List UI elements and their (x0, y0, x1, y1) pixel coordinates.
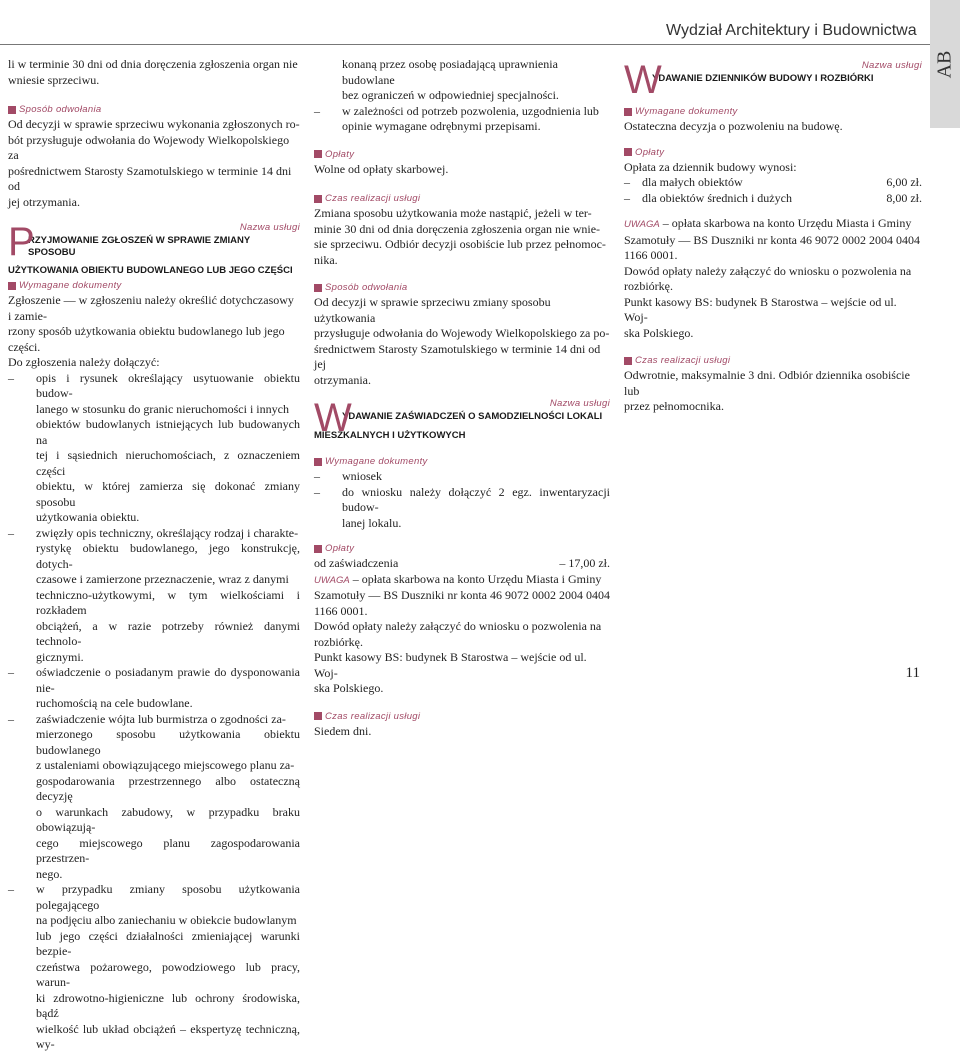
section-label-text: Opłaty (635, 146, 665, 158)
title-initial: P (8, 220, 35, 264)
text-line: czasowe i zamierzone przeznaczenie, wraz z danymi (36, 572, 289, 586)
text-line: wniosek (342, 469, 382, 483)
text-line: minie 30 dni od dnia doręczenia zgłoszenia organ nie wnie- (314, 221, 601, 236)
col1-wymagane-text (8, 293, 300, 371)
fee-row (624, 191, 922, 207)
section-marker (624, 357, 632, 365)
text-line: pośrednictwem Starosty Szamotulskiego w terminie 14 dni od (8, 163, 292, 193)
col1-bullet-list (8, 371, 300, 1053)
service-title (314, 411, 610, 423)
list-item (8, 526, 300, 666)
text-line: tej i sąsiednich nieruchomościach, z oznaczeniem części (36, 448, 300, 478)
section-label-oplaty (314, 147, 610, 162)
text-line: lanej lokalu. (342, 515, 402, 530)
fee-row (624, 175, 922, 191)
section-marker (8, 106, 16, 114)
text-line: 1166 0001. (624, 248, 678, 262)
wymagane-text: Ostateczna decyzja o pozwoleniu na budowę. (624, 119, 843, 133)
column-1 (8, 57, 300, 1053)
list-item (8, 882, 300, 1053)
section-label-sposob (8, 102, 300, 117)
oplaty-intro: Opłata za dziennik budowy wynosi: (624, 159, 797, 174)
section-label-text: Czas realizacji usługi (325, 193, 421, 204)
service-header (314, 398, 610, 444)
section-marker (8, 282, 16, 290)
text-line: 1166 0001. (314, 603, 368, 618)
service-header (8, 220, 300, 276)
section-label-oplaty (314, 541, 610, 556)
text-line: rzony sposób użytkowania obiektu budowlanego lub jego części. (8, 324, 285, 354)
text-line: obciążeń, a w razie potrzeby również danymi technolo- (36, 618, 300, 648)
col2-sposob-text (314, 295, 610, 388)
text-line: wielkość lub układ obciążeń – ekspertyzę techniczną, wy- (36, 1021, 300, 1051)
section-marker (624, 108, 632, 116)
text-line: obiektów budowlanych istniejących lub budowanych na (36, 417, 300, 447)
text-line: mierzonego sposobu użytkowania obiektu budowlanego (36, 727, 300, 757)
section-marker (314, 545, 322, 553)
title-initial: W (314, 396, 352, 440)
section-label-text: Sposób odwołania (325, 282, 408, 293)
title-line: UŻYTKOWANIA OBIEKTU BUDOWLANEGO LUB JEGO CZĘŚCI (8, 265, 293, 276)
text-line: nego. (36, 866, 63, 881)
title-line: YDAWANIE DZIENNIKÓW BUDOWY I ROZBIÓRKI (652, 73, 874, 84)
text-line: konaną przez osobę posiadającą uprawnienia budowlane (342, 57, 558, 87)
text-line: lanego w stosunku do granic nieruchomości i innych (36, 401, 289, 416)
text-line: rystykę obiektu budowlanego, jego konstrukcję, dotych- (36, 541, 300, 571)
section-marker (314, 284, 322, 292)
fee-list (624, 175, 922, 206)
text-line: czeństwa pożarowego, powodziowego lub pracy, warun- (36, 959, 300, 989)
text-line: jej otrzymania. (8, 194, 80, 209)
section-label-wymagane (624, 104, 922, 119)
text-line: Szamotuły — BS Duszniki nr konta 46 9072 0002 2004 0404 (314, 588, 610, 602)
text-line: Do zgłoszenia należy dołączyć: (8, 355, 160, 369)
text-line: na podjęciu albo zaniechaniu w obiekcie budowlanym (36, 913, 297, 927)
section-marker (314, 150, 322, 158)
title-line: YDAWANIE ZAŚWIADCZEŃ O SAMODZIELNOŚCI LOKALI (342, 411, 603, 422)
section-label-text: Sposób odwołania (19, 104, 102, 115)
section-label-czas (314, 191, 610, 206)
fee-label: od zaświadczenia (314, 556, 399, 570)
text-line: sie sprzeciwu. Odbiór decyzji osobiście lub przez pełnomoc- (314, 237, 606, 251)
section-label-text: Czas realizacji usługi (635, 355, 731, 366)
service-title (8, 235, 300, 259)
text-line: lub jego części działalności zmieniającej warunki bezpie- (36, 928, 300, 958)
section-label-text: Wymagane dokumenty (19, 280, 122, 291)
section-tab (930, 0, 960, 128)
section-label-text: Opłaty (325, 148, 355, 160)
text-line: Szamotuły — BS Duszniki nr konta 46 9072 0002 2004 0404 (624, 232, 920, 247)
section-label-wymagane (8, 278, 300, 293)
text-line: nika. (314, 252, 338, 267)
text-line: z ustaleniami obowiązującego miejscowego planu za- (36, 758, 295, 772)
title-line: RZYJMOWANIE ZGŁOSZEŃ W SPRAWIE ZMIANY SPOSOBU (28, 235, 251, 258)
text-line: w zależności od potrzeb pozwolenia, uzgodnienia lub (342, 103, 599, 118)
text-line: gicznymi. (36, 649, 84, 664)
text-line: – opłata skarbowa na konto Urzędu Miasta i Gminy (659, 216, 912, 230)
section-label-text: Opłaty (325, 543, 355, 554)
text-line: li w terminie 30 dni od dnia doręczenia zgłoszenia organ nie (8, 57, 298, 71)
text-line: bez ograniczeń w odpowiedniej specjalności. (342, 88, 559, 102)
header-divider (0, 44, 930, 45)
list-item (314, 104, 610, 135)
col2-uwaga (314, 572, 610, 697)
fee-row (314, 556, 610, 572)
col3-czas-text (624, 368, 922, 415)
col2-cont-bullet (314, 104, 610, 135)
section-label-text: Wymagane dokumenty (325, 456, 428, 467)
nazwa-uslugi-label: Nazwa usługi (861, 60, 922, 71)
text-line: wniesie sprzeciwu. (8, 72, 100, 87)
text-line: Od decyzji w sprawie sprzeciwu wykonania zgłoszonych ro- (8, 117, 300, 131)
section-marker (314, 195, 322, 203)
text-line: średnictwem Starosty Szamotulskiego w terminie 14 dni od jej (314, 341, 601, 371)
fee-value: – 17,00 zł. (559, 556, 610, 570)
text-line: techniczno-użytkowymi, w tym wielkościami i rozkładem (36, 587, 300, 617)
list-item (314, 469, 610, 485)
text-line: – opłata skarbowa na konto Urzędu Miasta i Gminy (349, 571, 602, 586)
section-label-czas (624, 353, 922, 368)
col3-uwaga (624, 216, 922, 341)
service-title (624, 73, 922, 85)
text-line: ska Polskiego. (314, 681, 384, 695)
list-item (8, 665, 300, 712)
title-line: MIESZKALNYCH I UŻYTKOWYCH (314, 430, 466, 441)
fee-value: 6,00 zł. (886, 175, 922, 189)
text-line: do wniosku należy dołączyć 2 egz. inwentaryzacji budow- (342, 484, 610, 514)
text-line: Punkt kasowy BS: budynek B Starostwa – wejście od ul. Woj- (314, 650, 587, 680)
section-label-text: Czas realizacji usługi (325, 710, 421, 722)
uwaga-label: UWAGA (314, 574, 350, 586)
text-line: oświadczenie o posiadanym prawie do dysponowania nie- (36, 665, 300, 695)
col1-sposob-text (8, 117, 300, 210)
list-item (8, 712, 300, 883)
section-label-oplaty (624, 145, 922, 160)
text-line: Zmiana sposobu użytkowania może nastąpić, jeżeli w ter- (314, 206, 592, 220)
uwaga-label: UWAGA (624, 219, 660, 230)
section-marker (624, 148, 632, 156)
fee-value: 8,00 zł. (886, 190, 922, 205)
text-line: Od decyzji w sprawie sprzeciwu zmiany sposobu użytkowania (314, 295, 551, 325)
col2-wymagane-list (314, 469, 610, 531)
nazwa-uslugi-label: Nazwa usługi (549, 398, 610, 409)
col2-czas-text (314, 206, 610, 268)
text-line: opis i rysunek określający usytuowanie obiektu budow- (36, 370, 300, 400)
fee-label-wrap: – dla obiektów średnich i dużych (624, 190, 792, 205)
fee-label-wrap: – dla małych obiektów (624, 175, 743, 189)
text-line: Odwrotnie, maksymalnie 3 dni. Odbiór dziennika osobiście lub (624, 368, 910, 398)
czas-text: Siedem dni. (314, 723, 372, 738)
text-line: otrzymania. (314, 372, 371, 387)
section-tab-label: AB (933, 50, 956, 78)
text-line: zaświadczenie wójta lub burmistrza o zgodności za- (36, 711, 286, 726)
text-line: gospodarowania przestrzennego albo ostateczną decyzję (36, 773, 300, 803)
text-line: w przypadku zmiany sposobu użytkowania polegającego (36, 882, 300, 912)
list-item (314, 485, 610, 532)
section-label-czas (314, 709, 610, 724)
text-line: cego miejscowego planu zagospodarowania przestrzen- (36, 835, 300, 865)
text-line: użytkowania obiektu. (36, 510, 140, 524)
section-label-sposob (314, 280, 610, 295)
section-label-wymagane (314, 454, 610, 469)
section-marker (314, 458, 322, 466)
text-line: bót przysługuje odwołania do Wojewody Wielkopolskiego za (8, 132, 290, 162)
nazwa-uslugi-label: Nazwa usługi (239, 222, 300, 233)
col1-intro (8, 57, 300, 88)
text-line: o warunkach zabudowy, w przypadku braku obowiązują- (36, 804, 300, 834)
text-line: Punkt kasowy BS: budynek B Starostwa – wejście od ul. Woj- (624, 294, 897, 324)
text-line: rozbiórkę. (314, 634, 363, 649)
column-2 (314, 57, 610, 739)
fee-label: dla małych obiektów (642, 175, 743, 189)
section-marker (314, 712, 322, 720)
column-3 (624, 60, 922, 415)
text-line: Zgłoszenie — w zgłoszeniu należy określić dotychczasowy i zamie- (8, 293, 294, 323)
text-line: ruchomością na cele budowlane. (36, 696, 193, 710)
text-line: przysługuje odwołania do Wojewody Wielkopolskiego za po- (314, 326, 610, 340)
page-number: 11 (905, 665, 920, 681)
text-line: obiektu, w której zamierza się dokonać zmiany sposobu (36, 479, 300, 509)
oplaty-text: Wolne od opłaty skarbowej. (314, 161, 449, 176)
list-item (8, 371, 300, 526)
fee-label: dla obiektów średnich i dużych (642, 190, 792, 205)
text-line: Dowód opłaty należy załączyć do wniosku o pozwolenia na (314, 619, 602, 633)
text-line: ki zdrowotno-higieniczne lub ochrony środowiska, bądź (36, 990, 300, 1020)
text-line: ska Polskiego. (624, 325, 694, 340)
text-line: opinie wymagane odrębnymi przepisami. (342, 119, 541, 133)
page-header-title: Wydział Architektury i Budownictwa (666, 22, 917, 39)
section-label-text: Wymagane dokumenty (635, 106, 738, 117)
text-line: Dowód opłaty należy załączyć do wniosku o pozwolenia na (624, 263, 912, 278)
service-header (624, 58, 922, 102)
text-line: przez pełnomocnika. (624, 399, 724, 413)
title-initial: W (624, 58, 662, 102)
text-line: rozbiórkę. (624, 279, 673, 293)
col2-continuation (314, 57, 610, 104)
text-line: zwięzły opis techniczny, określający rodzaj i charakte- (36, 525, 299, 540)
